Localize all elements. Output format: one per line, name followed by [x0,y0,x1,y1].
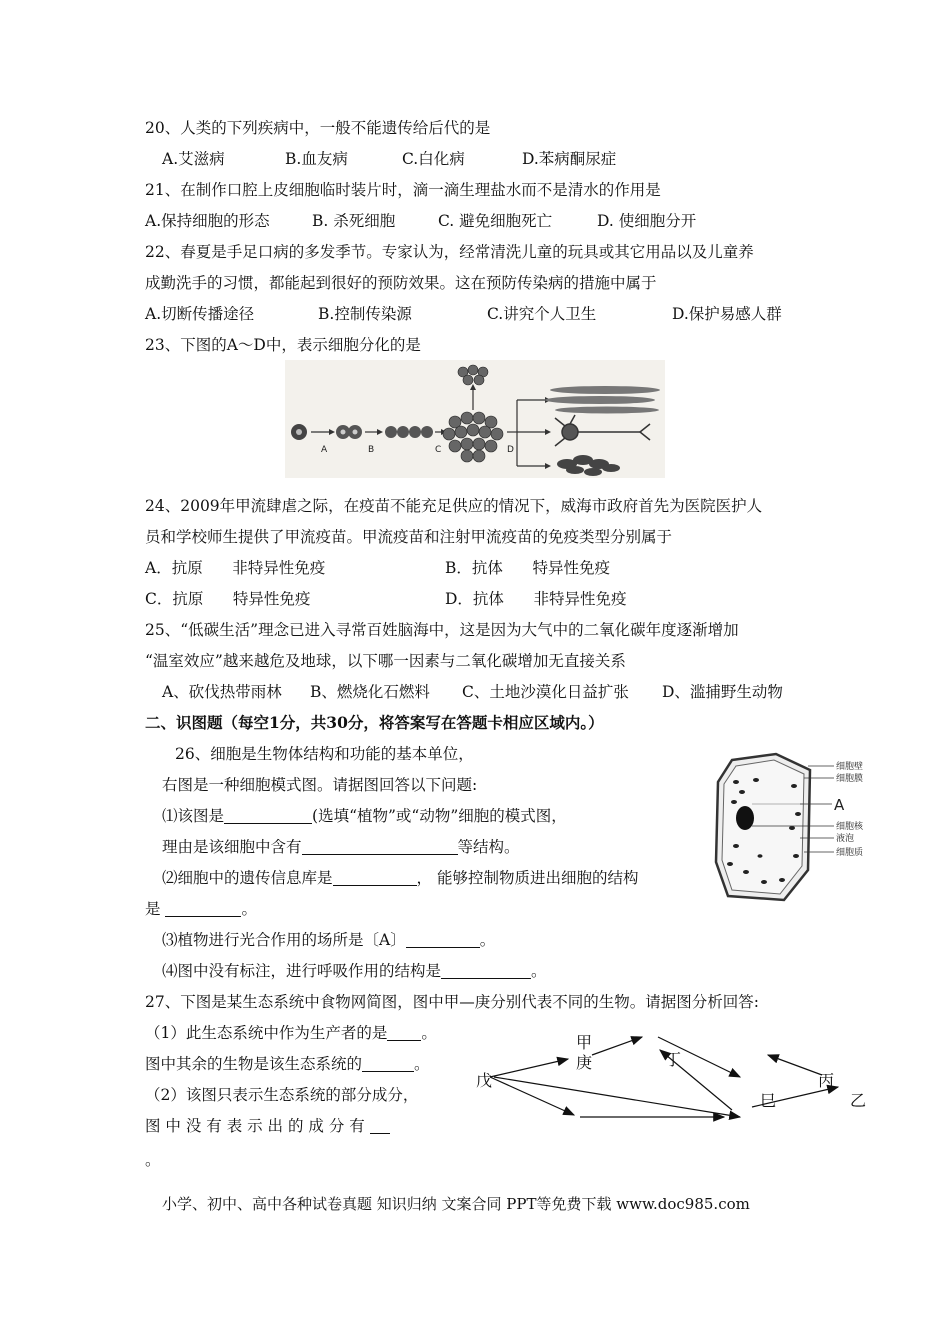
food-web-node-wu: 戊 [476,1071,493,1090]
q26-blank-3[interactable] [333,869,417,886]
q25-option-b: B、燃烧化石燃料 [310,683,430,701]
q26-part-1 [162,806,567,826]
q21-option-c: C. 避免细胞死亡 [438,212,553,230]
q26-blank-6[interactable] [441,962,531,979]
food-web-node-ding: 丁 [665,1050,682,1069]
q25-line-2: “温室效应”越来越危及地球，以下哪一因素与二氧化碳增加无直接关系 [145,652,626,670]
q20-option-a: A.艾滋病 [162,150,225,168]
q21-option-b: B. 杀死细胞 [312,212,396,230]
q26-part-1-reason [162,837,520,857]
q27-p1-text-a: （1）此生态系统中作为生产者的是 [145,1024,388,1042]
q22-line-1: 22、春夏是手足口病的多发季节。专家认为，经常清洗儿童的玩具或其它用品以及儿童养 [145,243,754,261]
q26-p2-text-c: 是 [145,900,161,918]
q26-p4-text-a: ⑷图中没有标注，进行呼吸作用的结构是 [162,962,442,980]
q26-p1-text-d: 等结构。 [457,838,520,856]
q24-option-a: A．抗原 非特异性免疫 [145,559,326,577]
cell-label-nucleus: 细胞核 [836,822,864,832]
q27-p1-text-b: 。 [421,1024,437,1042]
q22-option-b: B.控制传染源 [318,305,412,323]
fig-label-d: D [507,445,514,455]
q27-part-2-cont [145,1116,390,1136]
q25-option-d: D、滥捕野生动物 [662,683,783,701]
food-web-node-jia: 甲 [576,1033,593,1052]
q22-option-a: A.切断传播途径 [145,305,255,323]
food-web-node-yi: 乙 [850,1091,867,1110]
cell-label-membrane: 细胞膜 [836,774,864,784]
q27-blank-1[interactable] [387,1024,421,1041]
food-web-node-si: 巳 [760,1091,777,1110]
q23-stem: 23、下图的A～D中，表示细胞分化的是 [145,336,421,354]
q27-blank-2[interactable] [362,1055,414,1072]
q27-blank-3[interactable] [370,1117,390,1134]
q26-part-4 [162,961,547,981]
q22-line-2: 成勤洗手的习惯，都能起到很好的预防效果。这在预防传染病的措施中属于 [145,274,657,292]
q25-line-1: 25、“低碳生活”理念已进入寻常百姓脑海中，这是因为大气中的二氧化碳年度逐渐增加 [145,621,739,639]
q27-p2-text-b: 图 中 没 有 表 示 出 的 成 分 有 [145,1117,365,1135]
q24-option-d: D．抗体 非特异性免疫 [445,590,627,608]
q26-blank-4[interactable] [165,900,241,917]
fig-label-c: C [435,445,442,455]
cell-differentiation-figure [285,360,665,478]
q27-part-1-cont [145,1054,430,1074]
q26-blank-1[interactable] [224,807,312,824]
q27-part-1 [145,1023,437,1043]
q26-p3-text-a: ⑶植物进行光合作用的场所是〔A〕 [162,931,406,949]
q20-stem: 20、人类的下列疾病中，一般不能遗传给后代的是 [145,119,491,137]
food-web-node-geng: 庚 [576,1053,593,1072]
q20-option-d: D.苯病酮尿症 [522,150,617,168]
q27-part-2-end: 。 [145,1151,161,1169]
q26-p3-text-b: 。 [479,931,496,949]
q26-blank-2[interactable] [302,838,458,855]
fig-label-b: B [368,445,375,455]
food-web-node-bing: 丙 [818,1071,835,1090]
q26-p2-text-b: ， 能够控制物质进出细胞的结构 [416,869,639,887]
cell-label-a: A [834,796,845,814]
q26-p1-text-b: (选填“植物”或“动物”细胞的模式图， [312,807,567,825]
q26-line-1: 26、细胞是生物体结构和功能的基本单位， [175,745,474,763]
q27-p1-text-d: 。 [414,1055,430,1073]
page-footer: 小学、初中、高中各种试卷真题 知识归纳 文案合同 PPT等免费下载 www.doc985.com [162,1195,750,1213]
q26-p1-text-c: 理由是该细胞中含有 [162,838,302,856]
q22-option-d: D.保护易感人群 [672,305,782,323]
q27-part-2: （2）该图只表示生态系统的部分成分， [145,1086,419,1104]
q26-p2-text-a: ⑵细胞中的遗传信息库是 [162,869,333,887]
fig-label-a: A [321,445,328,455]
plant-cell-figure [712,752,878,904]
q26-p2-text-d: 。 [241,900,257,918]
q26-p1-text-a: ⑴该图是 [162,807,225,825]
q21-option-d: D. 使细胞分开 [597,212,697,230]
q20-option-c: C.白化病 [402,150,465,168]
q25-option-c: C、土地沙漠化日益扩张 [462,683,629,701]
q26-line-2: 右图是一种细胞模式图。请据图回答以下问题: [162,776,478,794]
q26-part-3 [162,930,495,950]
q24-line-2: 员和学校师生提供了甲流疫苗。甲流疫苗和注射甲流疫苗的免疫类型分别属于 [145,528,673,546]
q26-p4-text-b: 。 [531,962,547,980]
q26-part-2-cont [145,899,257,919]
cell-label-cytoplasm: 细胞质 [836,848,864,858]
q26-part-2 [162,868,638,888]
food-web-diagram [470,1025,870,1125]
cell-label-wall: 细胞壁 [836,762,864,772]
q27-stem: 27、下图是某生态系统中食物网简图，图中甲—庚分别代表不同的生物。请据图分析回答: [145,993,759,1011]
q25-option-a: A、砍伐热带雨林 [162,683,282,701]
q24-option-b: B．抗体 特异性免疫 [445,559,610,577]
q22-option-c: C.讲究个人卫生 [487,305,597,323]
cell-label-vacuole: 液泡 [836,834,855,844]
section-2-heading: 二、识图题（每空1分，共30分，将答案写在答题卡相应区域内。） [145,713,604,732]
q26-blank-5[interactable] [406,931,480,948]
q20-option-b: B.血友病 [285,150,348,168]
q21-stem: 21、在制作口腔上皮细胞临时装片时，滴一滴生理盐水而不是清水的作用是 [145,181,661,199]
q21-option-a: A.保持细胞的形态 [145,212,270,230]
q24-line-1: 24、2009年甲流肆虐之际，在疫苗不能充足供应的情况下，威海市政府首先为医院医护人 [145,497,763,515]
q27-p1-text-c: 图中其余的生物是该生态系统的 [145,1055,363,1073]
q24-option-c: C．抗原 特异性免疫 [145,590,311,608]
